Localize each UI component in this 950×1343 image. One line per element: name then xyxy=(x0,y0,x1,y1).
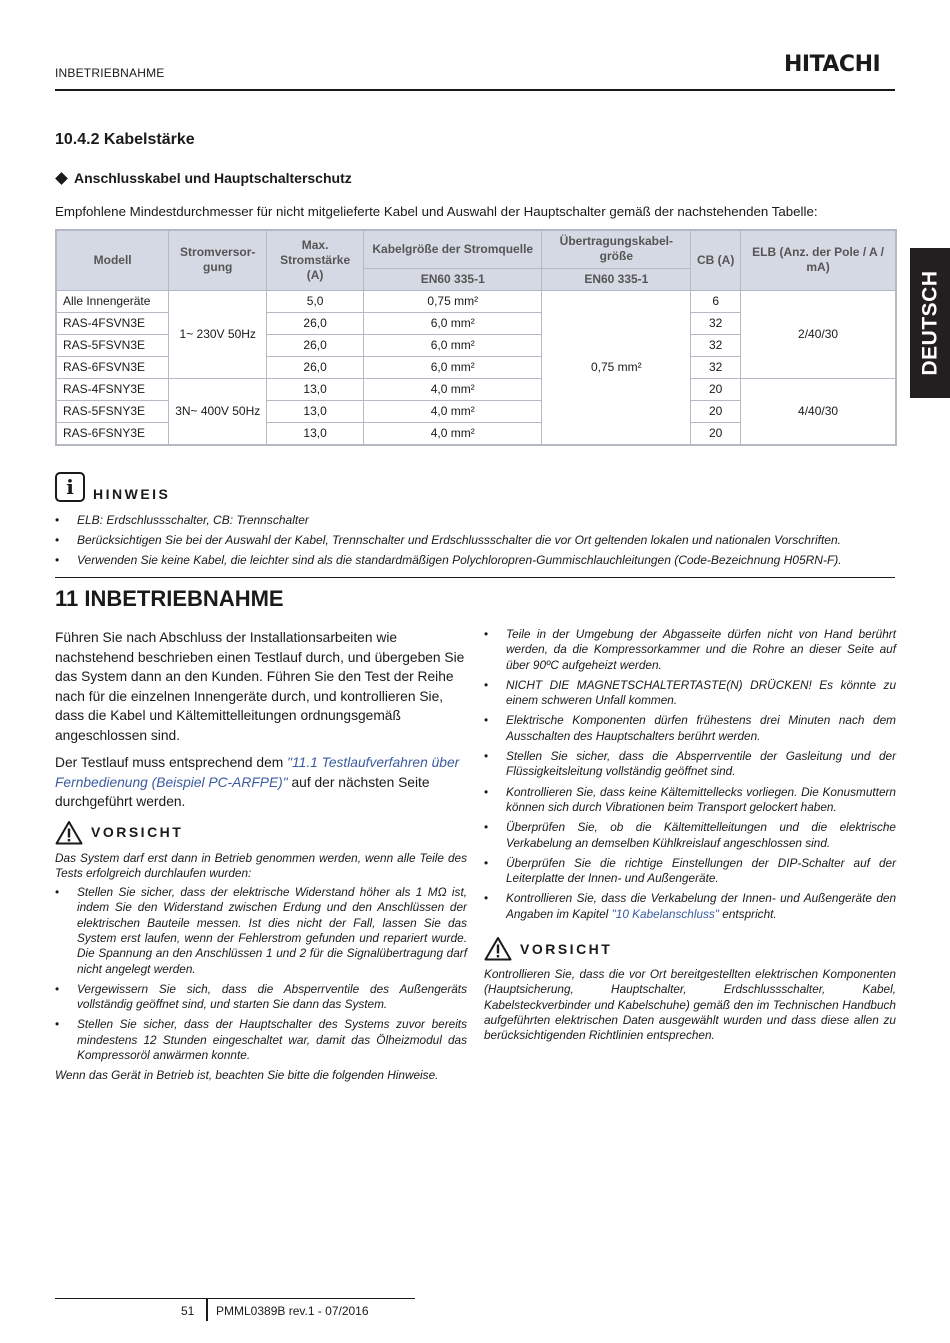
list-item: • Stellen Sie sicher, dass die Absperrventile der Gasleitung und der Flüssigkeitsleitung vollständig geöffnet sind. xyxy=(484,749,896,780)
section-title: 10.4.2 Kabelstärke xyxy=(55,131,195,148)
col-header-modell: Modell xyxy=(56,230,169,290)
table-row: RAS-5FSVN3E 26,0 6,0 mm² 32 xyxy=(56,334,896,356)
col-header-max-stromstaerke: Max. Stromstärke (A) xyxy=(267,230,364,290)
vorsicht-title-left: VORSICHT xyxy=(91,824,184,840)
list-item: • Vergewissern Sie sich, dass die Absperrventile des Außengeräts vollständig geöffnet sind, und starten Sie dann das System. xyxy=(55,982,467,1013)
elb-cell: 4/40/30 xyxy=(741,378,896,445)
vorsicht-heading-right xyxy=(484,936,896,961)
warning-triangle-icon xyxy=(484,936,512,961)
supply-cell: 1~ 230V 50Hz xyxy=(169,290,267,378)
section-subtitle-text: Anschlusskabel und Hauptschalterschutz xyxy=(74,170,352,186)
testlauf-link[interactable]: "11.1 Testlaufverfahren über Fernbedienung (Beispiel PC-ARFPE)" xyxy=(55,755,460,790)
elb-cell: 2/40/30 xyxy=(741,290,896,378)
document-id: PMML0389B rev.1 - 07/2016 xyxy=(216,1304,369,1318)
table-row: RAS-6FSVN3E 26,0 6,0 mm² 32 xyxy=(56,356,896,378)
hinweis-heading xyxy=(55,472,170,502)
list-item: • Teile in der Umgebung der Abgasseite dürfen nicht von Hand berührt werden, da die Kompressorkammer und die Rohre an dieser Seite auf über 90ºC aufgeheizt werden. xyxy=(484,627,896,673)
supply-cell: 3N~ 400V 50Hz xyxy=(169,378,267,445)
list-item: • NICHT DIE MAGNETSCHALTERTASTE(N) DRÜCKEN! Es könnte zu einem schweren Unfall kommen. xyxy=(484,678,896,709)
language-tab-label: DEUTSCH xyxy=(918,270,942,376)
cable-size-table xyxy=(55,229,897,446)
table-row: RAS-4FSNY3E 3N~ 400V 50Hz 13,0 4,0 mm² 20 4/40/30 xyxy=(56,378,896,400)
vorsicht-outro: Wenn das Gerät in Betrieb ist, beachten Sie bitte die folgenden Hinweise. xyxy=(55,1068,439,1083)
col-header-elb: ELB (Anz. der Pole / A / mA) xyxy=(741,230,896,290)
list-item: • Berücksichtigen Sie bei der Auswahl der Kabel, Trennschalter und Erdschlussschalter die vor Ort geltenden lokalen und nationalen Vorschriften. xyxy=(55,530,900,550)
section-subtitle xyxy=(55,170,352,186)
list-item: • Kontrollieren Sie, dass die Verkabelung der Innen- und Außengeräte den Angaben im Kapitel "10 Kabelanschluss" entspricht. xyxy=(484,891,896,922)
header-label: INBETRIEBNAHME xyxy=(55,66,165,80)
vorsicht-heading-left xyxy=(55,820,467,845)
vorsicht-intro: Das System darf erst dann in Betrieb genommen werden, wenn alle Teile des Tests erfolgreich durchlaufen wurden: xyxy=(55,850,467,880)
col-header-cb: CB (A) xyxy=(691,230,741,290)
section-intro: Empfohlene Mindestdurchmesser für nicht mitgelieferte Kabel und Auswahl der Hauptschalter gemäß der nachstehenden Tabelle: xyxy=(55,204,818,219)
testlauf-paragraph: Der Testlauf muss entsprechend dem "11.1 Testlaufverfahren über Fernbedienung (Beispiel PC-ARFPE)" auf der nächsten Seite durchgeführt werden. xyxy=(55,755,460,809)
warning-triangle-icon xyxy=(55,820,83,845)
page-number: 51 xyxy=(181,1304,195,1318)
table-row: RAS-4FSVN3E 26,0 6,0 mm² 32 xyxy=(56,312,896,334)
left-column xyxy=(55,628,467,1084)
col-header-kabelgroesse: Kabelgröße der Stromquelle xyxy=(364,230,542,268)
right-column xyxy=(484,627,896,1044)
list-item: • Überprüfen Sie die richtige Einstellungen der DIP-Schalter auf der Leiterplatte der Innen- und Außengeräte. xyxy=(484,856,896,887)
col-header-kabel-norm: EN60 335-1 xyxy=(364,268,542,290)
language-tab xyxy=(910,248,950,398)
header-rule xyxy=(55,89,895,91)
transfer-cable-cell: 0,75 mm² xyxy=(542,290,691,445)
vorsicht-list-left xyxy=(55,885,467,1063)
list-item: • Stellen Sie sicher, dass der Hauptschalter des Systems zuvor bereits mindestens 12 Stunden eingeschaltet war, damit das Ölheizmodul das Kompressoröl anwärmen konnte. xyxy=(55,1017,467,1063)
list-item: • Stellen Sie sicher, dass der elektrische Widerstand höher als 1 MΩ ist, indem Sie den Widerstand zwischen Erdung und den Anschlüssen der elektrischen Bauteile messen. Ist dies nicht der Fall, lassen Sie das System erst laufen, wenn der Fehlerstrom gefunden und repariert wurde. Die Spannung an den Anschlüssen 1 und 2 für die Signalübertragung darf nicht angelegt werden. xyxy=(55,885,467,977)
footer-divider xyxy=(206,1299,208,1321)
section-divider xyxy=(55,577,895,578)
footer-rule xyxy=(55,1298,415,1299)
kabelanschluss-link[interactable]: "10 Kabelanschluss" xyxy=(611,906,719,921)
table-row: RAS-5FSNY3E 13,0 4,0 mm² 20 xyxy=(56,400,896,422)
list-item: • Überprüfen Sie, ob die Kältemittelleitungen und die elektrische Verkabelung an demselben Kühlkreislauf angeschlossen sind. xyxy=(484,820,896,851)
vorsicht-text-right: Kontrollieren Sie, dass die vor Ort bereitgestellten elektrischen Komponenten (Hauptsicherung, Hauptschalter, Erdschlussschalter, Kabel, Kabelsteckverbinder und Kabelschuhe) gemäß den im Technischen Handbuch aufgeführten elektrischen Daten ausgewählt wurden und dass diese allen zu berücksichtigenden Richtlinien entsprechen. xyxy=(484,967,896,1043)
brand-logo: HITACHI xyxy=(784,52,881,77)
intro-paragraph: Führen Sie nach Abschluss der Installationsarbeiten wie nachstehend beschrieben einen Testlauf durch, und übergeben Sie das System dann an den Kunden. Führen Sie den Test der Reihe nach für die einzelnen Innengeräte durch, und kontrollieren Sie, dass die Kabel und Kältemittelleitungen ordnungsgemäß angeschlossen sind. xyxy=(55,630,465,743)
list-item: • ELB: Erdschlussschalter, CB: Trennschalter xyxy=(55,510,900,530)
hinweis-title: HINWEIS xyxy=(93,486,171,502)
operation-notes-list xyxy=(484,627,896,922)
chapter-title: 11 INBETRIEBNAHME xyxy=(55,586,284,611)
vorsicht-title-right: VORSICHT xyxy=(520,940,613,957)
list-item: • Verwenden Sie keine Kabel, die leichter sind als die standardmäßigen Polychloropren-Gummischlauchleitungen (Code-Bezeichnung H05RN-F). xyxy=(55,550,900,570)
hinweis-list xyxy=(55,510,900,570)
table-row: Alle Innengeräte 1~ 230V 50Hz 5,0 0,75 mm² 0,75 mm² 6 2/40/30 xyxy=(56,290,896,312)
col-header-uebertragung-norm: EN60 335-1 xyxy=(542,268,691,290)
table-row: RAS-6FSNY3E 13,0 4,0 mm² 20 xyxy=(56,422,896,445)
col-header-stromversorgung: Stromversor-gung xyxy=(169,230,267,290)
info-icon: i xyxy=(55,472,85,502)
diamond-bullet-icon xyxy=(55,172,68,185)
col-header-uebertragung: Übertragungskabel-größe xyxy=(542,230,691,268)
list-item: • Kontrollieren Sie, dass keine Kältemittellecks vorliegen. Die Konusmuttern können sich durch Vibrationen beim Transport gelockert haben. xyxy=(484,785,896,816)
list-item: • Elektrische Komponenten dürfen frühestens drei Minuten nach dem Ausschalten des Hauptschalters berührt werden. xyxy=(484,713,896,744)
